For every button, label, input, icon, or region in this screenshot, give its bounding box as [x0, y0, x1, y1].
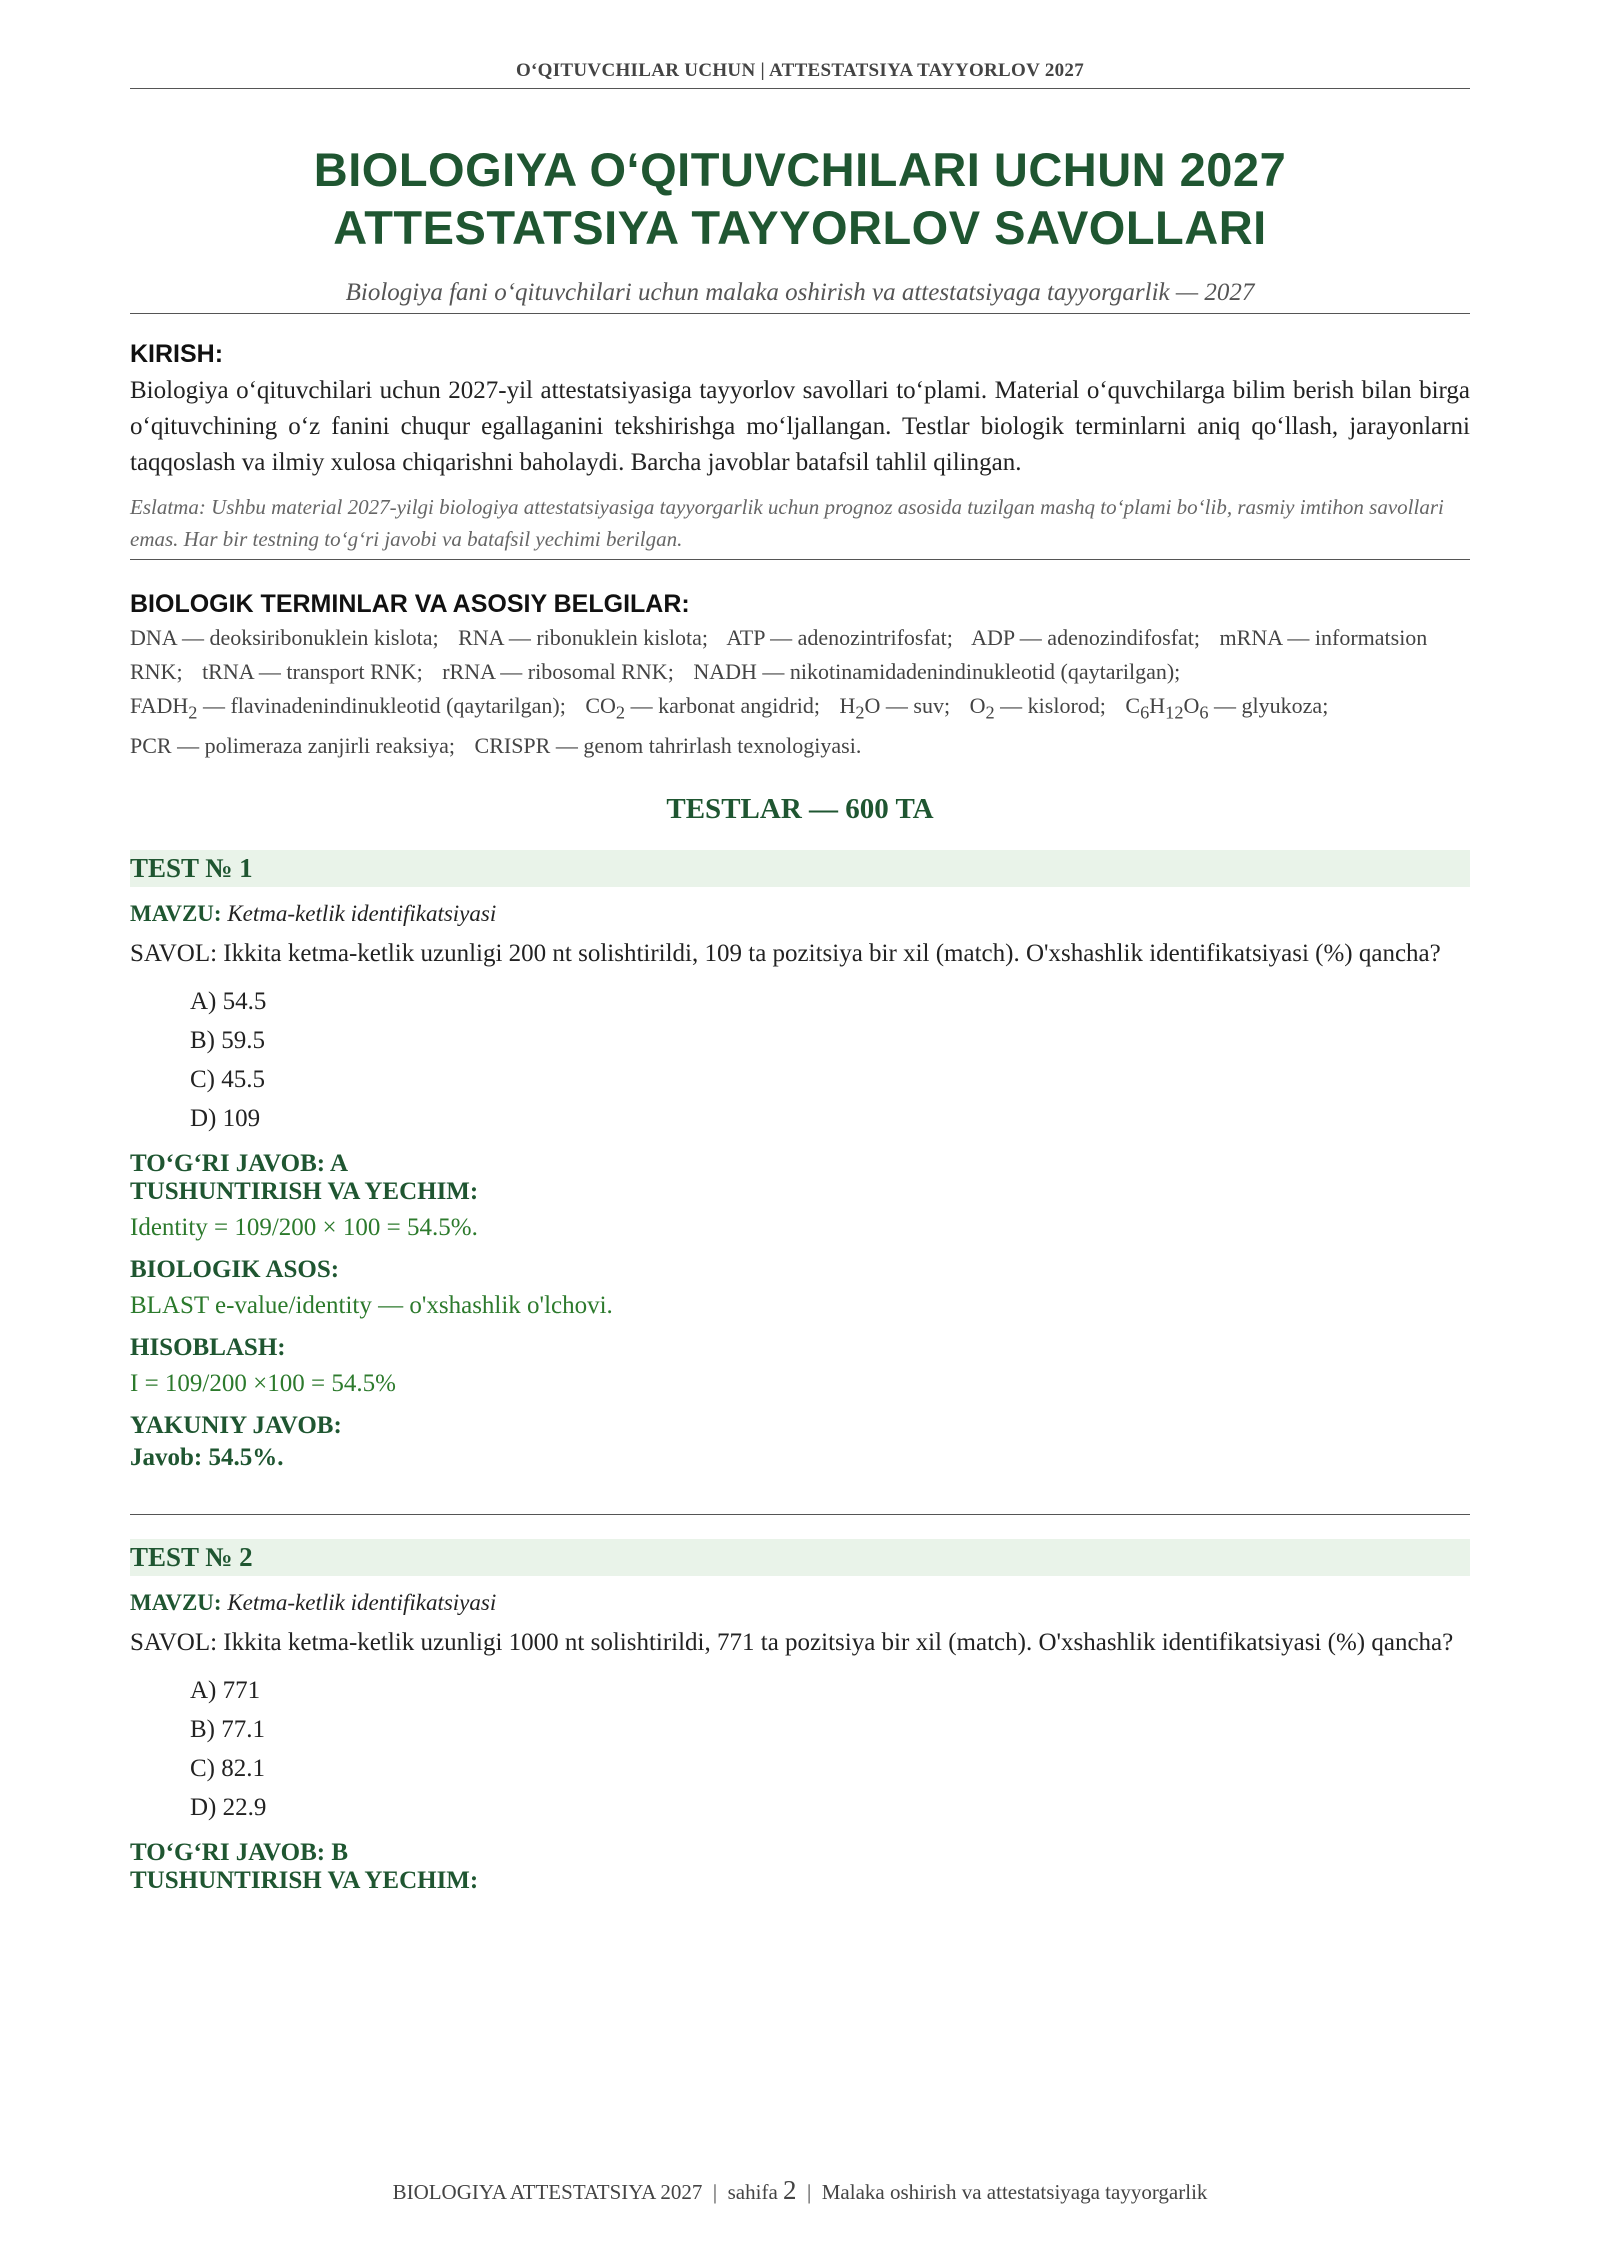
footer-separator: |	[807, 2180, 812, 2204]
terms-heading: BIOLOGIK TERMINLAR VA ASOSIY BELGILAR:	[130, 590, 690, 618]
term-rrna: rRNA — ribosomal RNK;	[442, 659, 674, 684]
test-block	[130, 1539, 1470, 1895]
topic-label: MAVZU:	[130, 901, 222, 927]
basis-text: BLAST e-value/identity — o'xshashlik o'lchovi.	[130, 1292, 613, 1320]
topic-value: Ketma-ketlik identifikatsiyasi	[227, 1590, 497, 1616]
test-title: TEST № 1	[130, 850, 1470, 887]
intro-heading: KIRISH:	[130, 340, 224, 368]
answer-options	[190, 982, 1470, 1138]
terms-list	[130, 621, 1470, 763]
footer-separator: |	[712, 2180, 718, 2204]
option-a: A) 54.5	[190, 988, 267, 1016]
test-topic	[130, 901, 1470, 927]
test-topic	[130, 1590, 1470, 1616]
term-pcr: PCR — polimeraza zanjirli reaksiya;	[130, 733, 456, 759]
footer-right: Malaka oshirish va attestatsiyaga tayyorgarlik	[821, 2180, 1208, 2204]
option-d: D) 109	[190, 1105, 261, 1133]
calculation-text: I = 109/200 ×100 = 54.5%	[130, 1370, 396, 1398]
option-b: B) 77.1	[190, 1716, 265, 1744]
document-subtitle: Biologiya fani o‘qituvchilari uchun malaka oshirish va attestatsiyaga tayyorgarlik — 2027	[130, 279, 1470, 314]
final-answer: Javob: 54.5%.	[130, 1444, 284, 1472]
footer-left: BIOLOGIYA ATTESTATSIYA 2027	[392, 2180, 703, 2204]
document-page	[130, 0, 1470, 1895]
term-trna: tRNA — transport RNK;	[202, 659, 423, 684]
final-answer-heading: YAKUNIY JAVOB:	[130, 1412, 342, 1440]
explanation-heading: TUSHUNTIRISH VA YECHIM:	[130, 1867, 479, 1895]
test-question: SAVOL: Ikkita ketma-ketlik uzunligi 1000 nt solishtirildi, 771 ta pozitsiya bir xil (match). O'xshashlik identifikatsiyasi (%) qancha?	[130, 1629, 1454, 1657]
term-dna: DNA — deoksiribonuklein kislota;	[130, 625, 439, 650]
option-a: A) 771	[190, 1677, 261, 1705]
option-c: C) 82.1	[190, 1755, 265, 1783]
term-fadh2: $FADH_2$ — flavinadenindinukleotid (qaytarilgan);	[130, 693, 566, 723]
term-adp: ADP — adenozindifosfat;	[971, 625, 1201, 650]
intro-note: Eslatma: Ushbu material 2027-yilgi biologiya attestatsiyasiga tayyorgarlik uchun prognoz asosida tuzilgan mashq to‘plami bo‘lib, rasmiy imtihon savollari emas. Har bir testning to‘g‘ri javobi va batafsil yechimi berilgan.	[130, 491, 1470, 560]
tests-heading: TESTLAR — 600 TA	[666, 793, 934, 826]
test-question: SAVOL: Ikkita ketma-ketlik uzunligi 200 nt solishtirildi, 109 ta pozitsiya bir xil (match). O'xshashlik identifikatsiyasi (%) qancha?	[130, 940, 1441, 968]
topic-value: Ketma-ketlik identifikatsiyasi	[227, 901, 497, 927]
title-line-2: ATTESTATSIYA TAYYORLOV SAVOLLARI	[333, 201, 1267, 254]
option-c: C) 45.5	[190, 1066, 265, 1094]
page-footer	[0, 2175, 1600, 2206]
title-line-1: BIOLOGIYA O‘QITUVCHILARI UCHUN 2027	[313, 143, 1287, 196]
calculation-heading: HISOBLASH:	[130, 1334, 286, 1362]
page-number: 2	[783, 2175, 797, 2205]
term-crispr: CRISPR — genom tahrirlash texnologiyasi.	[474, 733, 862, 759]
topic-label: MAVZU:	[130, 1590, 222, 1616]
term-nadh: NADH — nikotinamidadenindinukleotid (qaytarilgan);	[693, 659, 1181, 684]
term-rna: RNA — ribonuklein kislota;	[458, 625, 709, 650]
document-title	[130, 141, 1470, 257]
explanation-text: Identity = 109/200 × 100 = 54.5%.	[130, 1214, 478, 1242]
basis-heading: BIOLOGIK ASOS:	[130, 1256, 340, 1284]
term-glucose: $C_6H_{12}O_6$ — glyukoza;	[1125, 693, 1329, 723]
option-d: D) 22.9	[190, 1794, 267, 1822]
running-header: O‘QITUVCHILAR UCHUN | ATTESTATSIYA TAYYORLOV 2027	[130, 60, 1470, 89]
term-atp: ATP — adenozintrifosfat;	[726, 625, 953, 650]
test-block	[130, 850, 1470, 1472]
intro-text: Biologiya o‘qituvchilari uchun 2027-yil attestatsiyasiga tayyorlov savollari to‘plami. Material o‘quvchilarga bilim berish bilan birga o‘qituvchining o‘z fanini chuqur egallaganini tekshirishga mo‘ljallangan. Testlar biologik terminlarni aniq qo‘llash, jarayonlarni taqqoslash va ilmiy xulosa chiqarishni baholaydi. Barcha javoblar batafsil tahlil qilingan.	[130, 377, 1470, 476]
explanation-heading: TUSHUNTIRISH VA YECHIM:	[130, 1178, 479, 1206]
answer-options	[190, 1671, 1470, 1827]
section-divider	[130, 1514, 1470, 1515]
term-mrna: mRNA — informatsion RNK;	[130, 625, 1428, 684]
term-co2: $CO_2$ — karbonat angidrid;	[585, 693, 820, 723]
footer-page-word: sahifa	[727, 2180, 778, 2204]
term-o2: $O_2$ — kislorod;	[969, 693, 1106, 723]
option-b: B) 59.5	[190, 1027, 265, 1055]
correct-answer: TO‘G‘RI JAVOB: B	[130, 1839, 349, 1867]
term-h2o: $H_2O$ — suv;	[839, 693, 951, 723]
correct-answer: TO‘G‘RI JAVOB: A	[130, 1150, 349, 1178]
test-title: TEST № 2	[130, 1539, 1470, 1576]
